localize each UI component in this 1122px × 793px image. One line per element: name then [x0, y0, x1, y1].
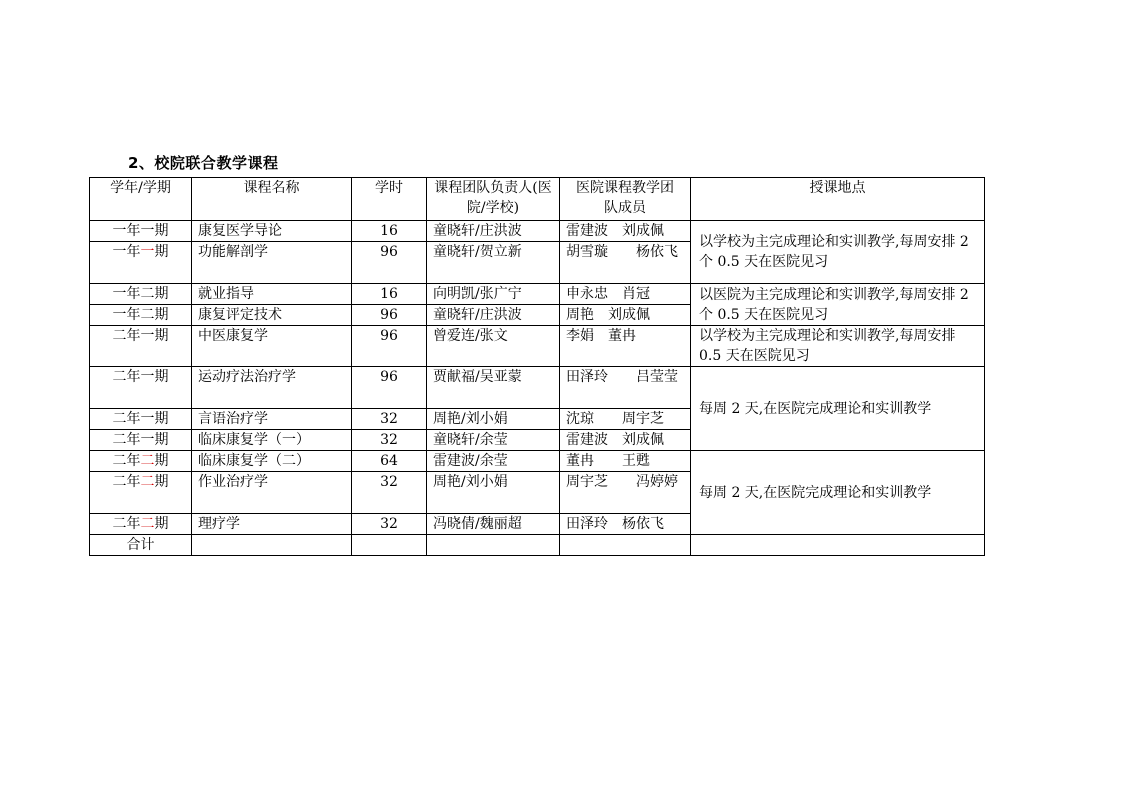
term-number: 二 [140, 453, 155, 469]
term-number: 一 [140, 432, 155, 448]
hours-cell: 32 [352, 514, 427, 535]
term-cell [90, 472, 192, 514]
hours-cell: 32 [352, 409, 427, 430]
term-cell [90, 430, 192, 451]
term-suffix: 期 [154, 328, 169, 344]
term-cell [90, 221, 192, 242]
total-empty-cell [352, 535, 427, 556]
lead-cell: 雷建波/余莹 [427, 451, 560, 472]
location-cell: 以学校为主完成理论和实训教学,每周安排 0.5 天在医院见习 [691, 326, 985, 367]
term-year: 一年 [112, 286, 141, 302]
term-cell [90, 451, 192, 472]
term-suffix: 期 [154, 223, 169, 239]
term-suffix: 期 [154, 369, 169, 385]
hours-cell: 64 [352, 451, 427, 472]
total-label: 合计 [90, 535, 192, 556]
term-year: 二年 [112, 411, 141, 427]
term-number: 二 [140, 474, 155, 490]
course-name-cell: 中医康复学 [192, 326, 352, 367]
course-name-cell: 作业治疗学 [192, 472, 352, 514]
total-empty-cell [427, 535, 560, 556]
team-cell: 雷建波 刘成佩 [560, 430, 691, 451]
term-number: 二 [140, 286, 155, 302]
table-row [90, 221, 985, 242]
course-name-cell: 临床康复学（一） [192, 430, 352, 451]
location-cell: 以学校为主完成理论和实训教学,每周安排 2 个 0.5 天在医院见习 [691, 221, 985, 284]
term-cell [90, 242, 192, 284]
header-row [90, 178, 985, 221]
term-year: 二年 [112, 474, 141, 490]
term-suffix: 期 [154, 474, 169, 490]
hours-cell: 96 [352, 326, 427, 367]
hours-cell: 16 [352, 284, 427, 305]
term-cell [90, 367, 192, 409]
term-number: 一 [140, 223, 155, 239]
lead-cell: 冯晓倩/魏丽超 [427, 514, 560, 535]
term-year: 二年 [112, 453, 141, 469]
total-empty-cell [691, 535, 985, 556]
course-name-cell: 康复医学导论 [192, 221, 352, 242]
team-cell: 雷建波 刘成佩 [560, 221, 691, 242]
term-year: 一年 [112, 307, 141, 323]
lead-cell: 童晓轩/庄洪波 [427, 305, 560, 326]
total-row [90, 535, 985, 556]
term-year: 一年 [112, 244, 141, 260]
course-name-cell: 运动疗法治疗学 [192, 367, 352, 409]
term-number: 一 [140, 411, 155, 427]
team-cell: 周宇芝 冯婷婷 [560, 472, 691, 514]
course-name-cell: 功能解剖学 [192, 242, 352, 284]
term-number: 一 [140, 328, 155, 344]
team-cell: 申永忠 肖冠 [560, 284, 691, 305]
table-row [90, 284, 985, 305]
header-lead: 课程团队负责人(医院/学校) [427, 178, 560, 221]
header-hours: 学时 [352, 178, 427, 221]
term-cell [90, 305, 192, 326]
term-cell [90, 326, 192, 367]
table-row [90, 367, 985, 409]
lead-cell: 童晓轩/庄洪波 [427, 221, 560, 242]
team-cell: 沈琼 周宇芝 [560, 409, 691, 430]
term-suffix: 期 [154, 244, 169, 260]
table-row [90, 451, 985, 472]
header-term: 学年/学期 [90, 178, 192, 221]
joint-teaching-courses-table [89, 177, 985, 556]
term-year: 二年 [112, 516, 141, 532]
term-year: 二年 [112, 369, 141, 385]
term-suffix: 期 [154, 453, 169, 469]
location-cell: 每周 2 天,在医院完成理论和实训教学 [691, 451, 985, 535]
lead-cell: 周艳/刘小娟 [427, 409, 560, 430]
course-name-cell: 临床康复学（二） [192, 451, 352, 472]
header-team: 医院课程教学团队成员 [560, 178, 691, 221]
team-cell: 周艳 刘成佩 [560, 305, 691, 326]
header-course: 课程名称 [192, 178, 352, 221]
table-row [90, 326, 985, 367]
team-cell: 李娟 董冉 [560, 326, 691, 367]
location-cell: 以医院为主完成理论和实训教学,每周安排 2 个 0.5 天在医院见习 [691, 284, 985, 326]
term-cell [90, 409, 192, 430]
total-empty-cell [560, 535, 691, 556]
term-suffix: 期 [154, 516, 169, 532]
team-cell: 田泽玲 吕莹莹 [560, 367, 691, 409]
lead-cell: 童晓轩/余莹 [427, 430, 560, 451]
course-name-cell: 言语治疗学 [192, 409, 352, 430]
term-suffix: 期 [154, 286, 169, 302]
lead-cell: 向明凯/张广宁 [427, 284, 560, 305]
course-name-cell: 康复评定技术 [192, 305, 352, 326]
hours-cell: 96 [352, 242, 427, 284]
term-number: 一 [140, 244, 155, 260]
lead-cell: 曾爱连/张文 [427, 326, 560, 367]
term-year: 二年 [112, 328, 141, 344]
lead-cell: 周艳/刘小娟 [427, 472, 560, 514]
team-cell: 董冉 王甦 [560, 451, 691, 472]
hours-cell: 96 [352, 305, 427, 326]
lead-cell: 童晓轩/贺立新 [427, 242, 560, 284]
term-suffix: 期 [154, 411, 169, 427]
term-cell [90, 514, 192, 535]
term-cell [90, 284, 192, 305]
term-number: 一 [140, 369, 155, 385]
location-cell: 每周 2 天,在医院完成理论和实训教学 [691, 367, 985, 451]
term-year: 一年 [112, 223, 141, 239]
term-suffix: 期 [154, 307, 169, 323]
team-cell: 田泽玲 杨依飞 [560, 514, 691, 535]
team-cell: 胡雪璇 杨依飞 [560, 242, 691, 284]
term-year: 二年 [112, 432, 141, 448]
total-empty-cell [192, 535, 352, 556]
course-name-cell: 就业指导 [192, 284, 352, 305]
term-number: 二 [140, 516, 155, 532]
lead-cell: 贾献福/吴亚蒙 [427, 367, 560, 409]
section-heading: 2、校院联合教学课程 [128, 154, 279, 172]
header-location: 授课地点 [691, 178, 985, 221]
course-name-cell: 理疗学 [192, 514, 352, 535]
hours-cell: 96 [352, 367, 427, 409]
term-suffix: 期 [154, 432, 169, 448]
hours-cell: 32 [352, 472, 427, 514]
hours-cell: 32 [352, 430, 427, 451]
term-number: 二 [140, 307, 155, 323]
hours-cell: 16 [352, 221, 427, 242]
